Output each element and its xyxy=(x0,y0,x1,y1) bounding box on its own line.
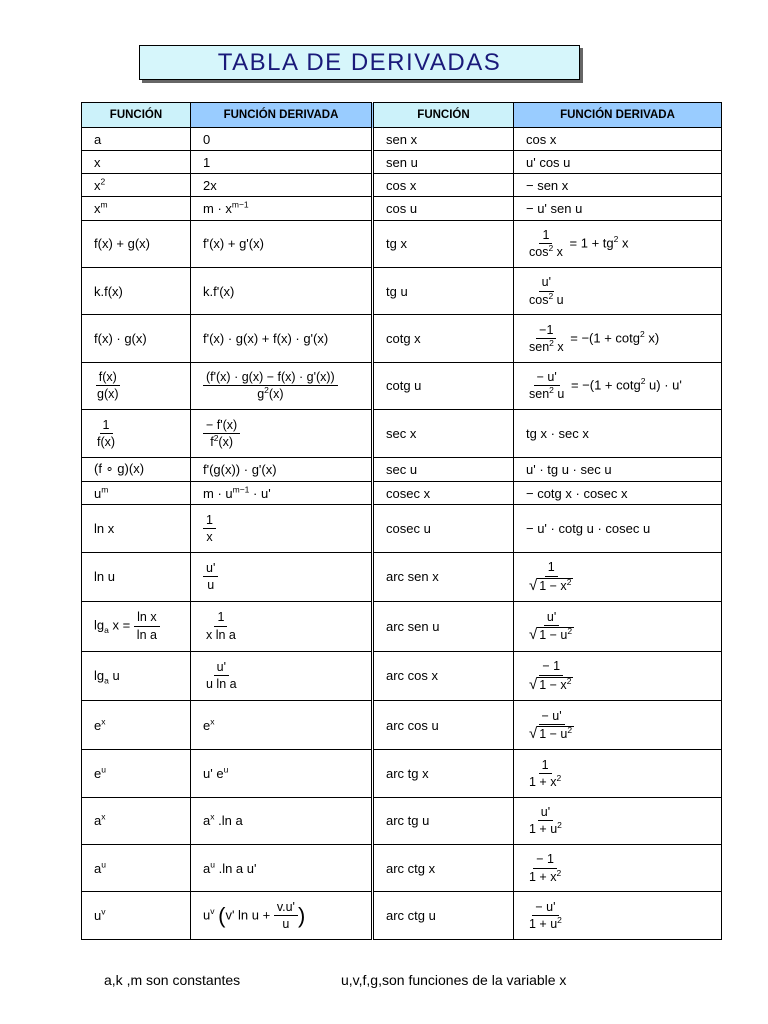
cell-function-right: cotg x xyxy=(373,315,514,362)
cell-function-left: (f ∘ g)(x) xyxy=(82,457,191,482)
cell-derivative-right: − u' √ $1 - u^2$ xyxy=(514,700,722,749)
cell-function-left: $\frac{f(x)}{g(x)}$ xyxy=(82,362,191,409)
cell-function-right: arc sen x xyxy=(373,552,514,601)
cell-function-right: cotg u xyxy=(373,362,514,409)
cell-derivative-right: $\frac{u'}{1 + u^2}$ xyxy=(514,797,722,844)
cell-derivative-left: $a^u$ .ln a u' xyxy=(191,845,373,892)
table-row xyxy=(82,552,722,601)
table-row xyxy=(82,750,722,797)
header-derivative-2: FUNCIÓN DERIVADA xyxy=(514,103,722,128)
table-header-row xyxy=(82,103,722,128)
cell-derivative-right: u' · tg u · sec u xyxy=(514,457,722,482)
cell-derivative-left: u' $e^u$ xyxy=(191,750,373,797)
table-row xyxy=(82,128,722,151)
cell-function-left: $\lg_a x$ = $\frac{\text{ln x}}{\text{ln a}}$ xyxy=(82,602,191,651)
table-row xyxy=(82,220,722,267)
cell-derivative-right: − u' sen u xyxy=(514,197,722,220)
table-row xyxy=(82,197,722,220)
cell-derivative-right: cos x xyxy=(514,128,722,151)
table-row xyxy=(82,362,722,409)
cell-derivative-right: tg x · sec x xyxy=(514,410,722,457)
cell-function-left: ln u xyxy=(82,552,191,601)
cell-derivative-left: k.f'(x) xyxy=(191,268,373,315)
cell-function-right: arc ctg u xyxy=(373,892,514,940)
cell-function-left: x xyxy=(82,151,191,174)
cell-derivative-right: u' √ $1 - u^2$ xyxy=(514,602,722,651)
cell-derivative-left: $e^x$ xyxy=(191,700,373,749)
cell-derivative-left: f'(x) · g(x) + f(x) · g'(x) xyxy=(191,315,373,362)
cell-derivative-left: $\frac{1}{\text{x ln a}}$ xyxy=(191,602,373,651)
header-function-1: FUNCIÓN xyxy=(82,103,191,128)
cell-function-right: arc tg x xyxy=(373,750,514,797)
cell-function-right: cosec x xyxy=(373,482,514,505)
cell-function-left: $x^2$ xyxy=(82,174,191,197)
cell-function-left: ln x xyxy=(82,505,191,552)
cell-derivative-left: $u^v$ (v' ln u + $\frac{v.u'}{u}$ ) xyxy=(191,892,373,940)
header-function-2: FUNCIÓN xyxy=(373,103,514,128)
cell-function-right: cos u xyxy=(373,197,514,220)
cell-derivative-right: $\frac{- 1}{1 + x^2}$ xyxy=(514,845,722,892)
cell-function-right: arc ctg x xyxy=(373,845,514,892)
cell-derivative-right: − u' · cotg u · cosec u xyxy=(514,505,722,552)
cell-derivative-right: u' cos u xyxy=(514,151,722,174)
cell-function-left: $x^m$ xyxy=(82,197,191,220)
table-row xyxy=(82,268,722,315)
table-row xyxy=(82,892,722,940)
cell-derivative-right: $\frac{-1}{sen^2 x}$ = −(1 + cotg$^2$ x) xyxy=(514,315,722,362)
cell-function-right: arc tg u xyxy=(373,797,514,844)
cell-function-left: $u^m$ xyxy=(82,482,191,505)
cell-function-left: $e^u$ xyxy=(82,750,191,797)
cell-derivative-left: 0 xyxy=(191,128,373,151)
cell-derivative-left: f'(g(x)) · g'(x) xyxy=(191,457,373,482)
cell-derivative-right: − sen x xyxy=(514,174,722,197)
cell-derivative-right: $\frac{1}{\cos^2 x}$ = $1 + tg^2$ x xyxy=(514,220,722,267)
cell-function-right: tg x xyxy=(373,220,514,267)
table-row xyxy=(82,151,722,174)
table-row xyxy=(82,482,722,505)
title-box xyxy=(139,45,580,80)
table-row xyxy=(82,410,722,457)
cell-derivative-left: f'(x) + g'(x) xyxy=(191,220,373,267)
cell-function-left: $a^x$ xyxy=(82,797,191,844)
cell-function-right: tg u xyxy=(373,268,514,315)
cell-derivative-left: $\frac{- f'(x)}{f^2(x)}$ xyxy=(191,410,373,457)
table-row xyxy=(82,700,722,749)
cell-function-left: f(x) · g(x) xyxy=(82,315,191,362)
cell-derivative-right: $\frac{u'}{\cos^2 u}$ xyxy=(514,268,722,315)
derivatives-table xyxy=(81,102,722,940)
cell-function-left: $\lg_a u$ xyxy=(82,651,191,700)
table-row xyxy=(82,457,722,482)
footer-constants-note: a,k ,m son constantes xyxy=(104,972,241,988)
cell-function-right: sec x xyxy=(373,410,514,457)
cell-function-right: sen x xyxy=(373,128,514,151)
table-row xyxy=(82,602,722,651)
table-row xyxy=(82,651,722,700)
cell-derivative-left: $\frac{u'}{\text{u ln a}}$ xyxy=(191,651,373,700)
cell-derivative-left: $a^x$ .ln a xyxy=(191,797,373,844)
cell-function-left: $u^v$ xyxy=(82,892,191,940)
cell-function-left: $e^x$ xyxy=(82,700,191,749)
cell-function-right: cos x xyxy=(373,174,514,197)
footer-functions-note: u,v,f,g,son funciones de la variable x xyxy=(341,972,567,988)
cell-derivative-right: − 1 √ $1 - x^2$ xyxy=(514,651,722,700)
cell-derivative-left: $\frac{(f'(x) \cdot g(x) - f(x) \cdot g'(x))}{g^2(x)}$ xyxy=(191,362,373,409)
cell-function-right: cosec u xyxy=(373,505,514,552)
cell-derivative-right: $\frac{- u'}{sen^2 u}$ = −(1 + cotg$^2$ u) · u' xyxy=(514,362,722,409)
cell-derivative-left: $m \cdot u^{m-1} \cdot u'$ xyxy=(191,482,373,505)
cell-derivative-left: $\frac{u'}{u}$ xyxy=(191,552,373,601)
table-row xyxy=(82,845,722,892)
cell-function-left: k.f(x) xyxy=(82,268,191,315)
cell-derivative-left: $m \cdot x^{m-1}$ xyxy=(191,197,373,220)
table-row xyxy=(82,505,722,552)
table-row xyxy=(82,174,722,197)
cell-function-left: $\frac{1}{f(x)}$ xyxy=(82,410,191,457)
cell-derivative-left: $\frac{1}{x}$ xyxy=(191,505,373,552)
table-row xyxy=(82,797,722,844)
header-derivative-1: FUNCIÓN DERIVADA xyxy=(191,103,373,128)
cell-derivative-right: $\frac{- u'}{1 + u^2}$ xyxy=(514,892,722,940)
cell-function-right: sen u xyxy=(373,151,514,174)
cell-derivative-left: 1 xyxy=(191,151,373,174)
cell-function-right: sec u xyxy=(373,457,514,482)
cell-function-left: $a^u$ xyxy=(82,845,191,892)
cell-derivative-right: 1 √ $1 - x^2$ xyxy=(514,552,722,601)
cell-function-right: arc sen u xyxy=(373,602,514,651)
table-row xyxy=(82,315,722,362)
cell-derivative-right: − cotg x · cosec x xyxy=(514,482,722,505)
page-title: TABLA DE DERIVADAS xyxy=(217,48,502,76)
cell-function-left: f(x) + g(x) xyxy=(82,220,191,267)
cell-derivative-right: $\frac{1}{1 + x^2}$ xyxy=(514,750,722,797)
cell-function-left: a xyxy=(82,128,191,151)
cell-function-right: arc cos u xyxy=(373,700,514,749)
cell-function-right: arc cos x xyxy=(373,651,514,700)
cell-derivative-left: 2x xyxy=(191,174,373,197)
